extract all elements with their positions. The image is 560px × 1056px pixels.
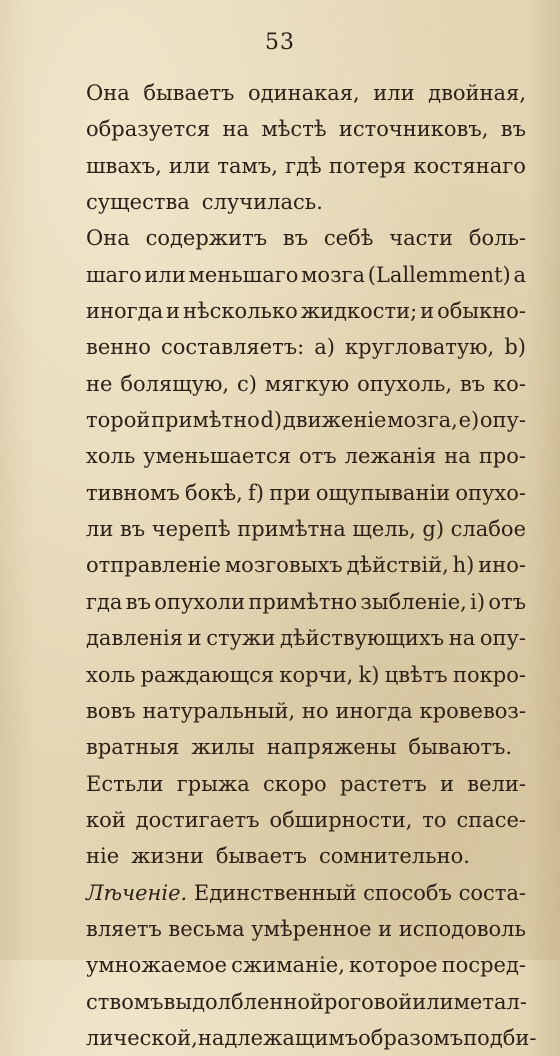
word: меньшаго: [188, 262, 299, 287]
word: Она: [86, 81, 130, 105]
word: содержитъ: [145, 226, 268, 251]
word: источниковъ,: [338, 117, 489, 142]
word: и: [420, 299, 435, 324]
text-line: [86, 293, 526, 329]
word: тивномъ: [86, 480, 180, 505]
word: лической,: [86, 1025, 198, 1050]
word: одинакая,: [248, 81, 360, 105]
section-heading-italic: Лѣченіе.: [86, 880, 188, 905]
word: тамъ,: [217, 153, 278, 178]
word: или: [373, 81, 415, 105]
word: мягкую: [264, 371, 350, 396]
word: иногда: [86, 299, 164, 324]
word: или: [412, 989, 454, 1014]
word: и: [439, 771, 454, 796]
word: мозга: [301, 262, 366, 287]
word: бокѣ,: [185, 480, 243, 505]
text-line: [86, 693, 526, 729]
word: c): [236, 371, 257, 396]
word: двойная,: [428, 81, 526, 105]
word: d): [260, 408, 283, 433]
text-line: [86, 802, 526, 838]
word: примѣтно: [248, 589, 358, 614]
text-line: [86, 475, 526, 511]
word: сжиманіе,: [231, 953, 345, 978]
word: жизни: [131, 844, 204, 869]
text-line: [86, 366, 526, 402]
word: исподоволь: [398, 916, 526, 941]
word: корчи,: [279, 662, 354, 687]
word: про-: [478, 444, 526, 469]
word: давленія: [86, 626, 184, 651]
text-line: [86, 984, 526, 1020]
word: мѣстѣ: [261, 117, 327, 142]
word: натуральный,: [142, 698, 296, 723]
word: достигаетъ: [135, 807, 260, 832]
word: k): [358, 662, 380, 687]
word: холь: [86, 662, 136, 687]
word: опухо-: [455, 480, 526, 505]
word: f): [248, 480, 264, 505]
word: кругловатую,: [345, 335, 495, 360]
word: цвѣтъ: [384, 662, 448, 687]
word: ино-: [478, 553, 526, 578]
text-line: [86, 584, 526, 620]
word: опу-: [479, 626, 526, 651]
word: опухоли: [154, 589, 246, 614]
word: покро-: [452, 662, 526, 687]
word: Естьли: [86, 771, 164, 796]
word: части: [389, 226, 454, 251]
word: дѣйствій,: [346, 553, 449, 578]
word: и: [166, 299, 181, 324]
word: соста-: [458, 880, 526, 905]
word: бываютъ.: [408, 735, 513, 760]
word: сомнительно.: [319, 844, 470, 869]
word: i): [470, 589, 486, 614]
word: мозговыхъ: [224, 553, 343, 578]
text-line: [86, 657, 526, 693]
word: костянаго: [413, 153, 526, 178]
word: въ: [282, 226, 309, 251]
word: которое: [349, 953, 438, 978]
word: e): [458, 408, 480, 433]
word: жилы: [191, 735, 255, 760]
word: скоро: [263, 771, 327, 796]
text-line: [86, 729, 526, 765]
word: отправленіе: [86, 553, 221, 578]
word: роговой: [324, 989, 413, 1014]
word: потеря: [328, 153, 407, 178]
word: посред-: [441, 953, 526, 978]
word: движеніе: [282, 408, 387, 433]
word: (Lallemment): [367, 262, 511, 287]
word: въ: [119, 517, 146, 542]
text-line: [86, 875, 526, 911]
word: раждающся: [140, 662, 275, 687]
word: щель,: [352, 517, 416, 542]
word: выдолбленной: [163, 989, 325, 1014]
word: торой: [86, 408, 151, 433]
word: весьма: [168, 916, 245, 941]
word: обширности,: [269, 807, 413, 832]
word: и: [187, 626, 202, 651]
text-line: [86, 620, 526, 656]
word: отъ: [488, 589, 526, 614]
word: нѣсколько: [183, 299, 298, 324]
word: на: [448, 626, 476, 651]
word: а: [513, 262, 526, 287]
word: спасе-: [456, 807, 526, 832]
word: грыжа: [176, 771, 250, 796]
word: дѣйствующихъ: [279, 626, 445, 651]
word: стужи: [206, 626, 276, 651]
word: метал-: [453, 989, 527, 1014]
word: надлежащимъ: [197, 1025, 359, 1050]
text-line: [86, 947, 526, 983]
word: на: [444, 444, 471, 469]
word: мозга,: [387, 408, 458, 433]
text-line: [86, 838, 526, 874]
word: въ: [500, 117, 526, 142]
word: составляетъ:: [160, 335, 305, 360]
word: способъ: [363, 880, 452, 905]
word: ко-: [493, 371, 526, 396]
word: уменьшается: [143, 444, 291, 469]
word: жидкости;: [300, 299, 418, 324]
text-line: [86, 766, 526, 802]
word: образомъ: [358, 1025, 464, 1050]
word: вратныя: [86, 735, 180, 760]
word: вели-: [467, 771, 526, 796]
word: a): [314, 335, 335, 360]
word: примѣтна: [237, 517, 346, 542]
word: венно: [86, 335, 151, 360]
word: существа: [86, 190, 190, 215]
text-line: [86, 402, 526, 438]
word: не: [86, 371, 113, 396]
word: g): [422, 517, 445, 542]
text-line: [86, 438, 526, 474]
word: слабое: [450, 517, 526, 542]
word: лежанія: [344, 444, 437, 469]
text-line: [86, 148, 526, 184]
text-line: [86, 257, 526, 293]
text-line: [86, 911, 526, 947]
word: отъ: [298, 444, 337, 469]
word: ствомъ: [86, 989, 164, 1014]
text-line: [86, 547, 526, 583]
word: и: [378, 916, 393, 941]
word: ли: [86, 517, 114, 542]
page-number: 53: [265, 30, 295, 55]
word: кой: [86, 807, 126, 832]
word: холь: [86, 444, 136, 469]
text-line: [86, 220, 526, 256]
word: бываетъ: [143, 81, 235, 105]
word: себѣ: [323, 226, 374, 251]
word: при: [269, 480, 311, 505]
word: ніе: [86, 844, 120, 869]
word: иногда: [335, 698, 413, 723]
word: подби-: [463, 1025, 537, 1050]
word: вляетъ: [86, 916, 162, 941]
word: Единственный: [193, 880, 357, 905]
word: въ: [459, 371, 486, 396]
text-line: [86, 329, 526, 365]
text-line: [86, 75, 526, 111]
text-line: [86, 511, 526, 547]
text-line: [86, 184, 526, 220]
word: кровевоз-: [419, 698, 526, 723]
word: Она: [86, 226, 130, 251]
word: образуется: [86, 117, 211, 142]
word: или: [168, 153, 211, 178]
word: но: [302, 698, 329, 723]
word: то: [422, 807, 447, 832]
word: b): [504, 335, 526, 360]
word: гдѣ: [285, 153, 322, 178]
word: напряжены: [266, 735, 397, 760]
word: швахъ,: [86, 153, 162, 178]
word: умножаемое: [86, 953, 228, 978]
word: зыбленіе,: [360, 589, 467, 614]
word: умѣренное: [251, 916, 372, 941]
word: растетъ: [339, 771, 427, 796]
word: случилась.: [201, 190, 323, 215]
word: шаго: [86, 262, 142, 287]
word: черепѣ: [151, 517, 231, 542]
word: болящую,: [120, 371, 230, 396]
body-text: [86, 75, 537, 1056]
word: опу-: [479, 408, 526, 433]
word: обыкно-: [437, 299, 526, 324]
word: примѣтно: [151, 408, 260, 433]
word: h): [452, 553, 475, 578]
word: въ: [125, 589, 151, 614]
word: бываетъ: [215, 844, 308, 869]
text-line: [86, 111, 526, 147]
word: боль-: [468, 226, 526, 251]
word: на: [222, 117, 250, 142]
word: вовъ: [86, 698, 136, 723]
text-line: [86, 1020, 537, 1056]
word: опухоль,: [357, 371, 453, 396]
word: гда: [86, 589, 123, 614]
word: или: [144, 262, 186, 287]
word: ощупываніи: [315, 480, 451, 505]
